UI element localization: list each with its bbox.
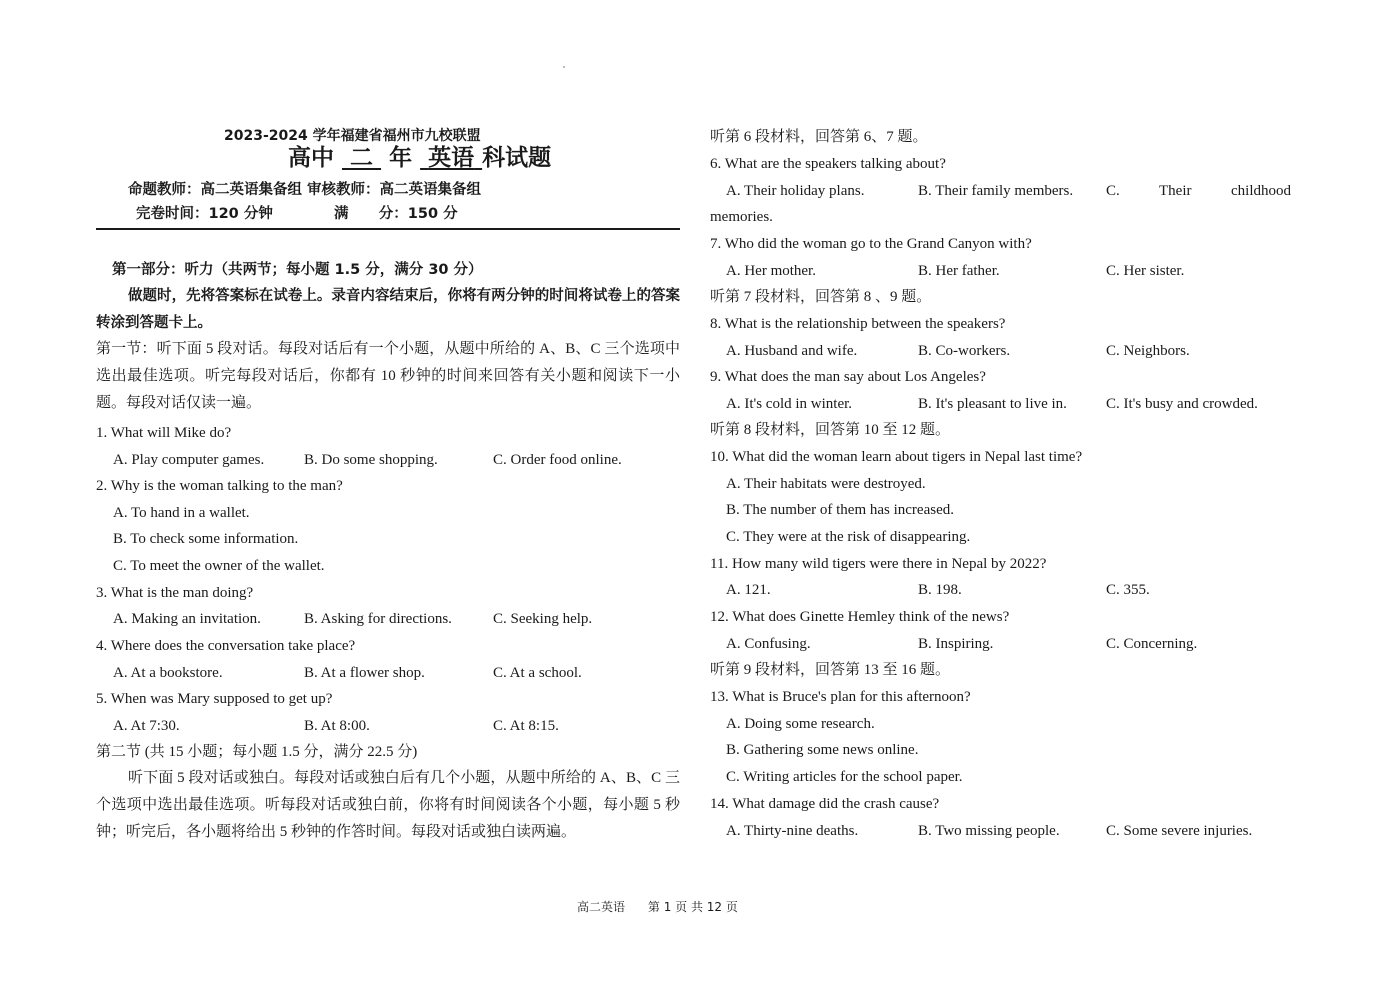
q7-option-b: B. Her father. (918, 263, 1000, 279)
q10-option-b: B. The number of them has increased. (726, 502, 954, 518)
q2-option-a: A. To hand in a wallet. (113, 505, 250, 521)
question-3: 3. What is the man doing? (96, 585, 254, 601)
question-6: 6. What are the speakers talking about? (710, 156, 946, 172)
q2-option-b: B. To check some information. (113, 531, 299, 547)
q10-option-a: A. Their habitats were destroyed. (726, 476, 926, 492)
grade-field: 二 (350, 145, 374, 171)
q8-option-b: B. Co-workers. (918, 343, 1011, 359)
material-9-heading: 听第 9 段材料，回答第 13 至 16 题。 (710, 662, 951, 678)
material-7-heading: 听第 7 段材料，回答第 8 、9 题。 (710, 289, 932, 305)
q6-option-b: B. Their family members. (918, 183, 1074, 199)
q12-option-c: C. Concerning. (1106, 636, 1198, 652)
q7-option-c: C. Her sister. (1106, 263, 1185, 279)
header-divider (96, 228, 680, 230)
q9-option-a: A. It's cold in winter. (726, 396, 853, 412)
subject-field: 英语 (428, 145, 475, 171)
q4-option-a: A. At a bookstore. (113, 665, 223, 681)
material-8-heading: 听第 8 段材料，回答第 10 至 12 题。 (710, 422, 951, 438)
question-4: 4. Where does the conversation take place? (96, 638, 356, 654)
q8-option-c: C. Neighbors. (1106, 343, 1190, 359)
part1-instruction: 做题时，先将答案标在试卷上。录音内容结束后，你将有两分钟的时间将试卷上的答案转涂到答题卡上。 (96, 288, 680, 331)
question-2: 2. Why is the woman talking to the man? (96, 478, 343, 494)
question-8: 8. What is the relationship between the speakers? (710, 316, 1006, 332)
q8-option-a: A. Husband and wife. (726, 343, 858, 359)
q10-option-c: C. They were at the risk of disappearing. (726, 529, 971, 545)
question-11: 11. How many wild tigers were there in Nepal by 2022? (710, 556, 1047, 572)
q1-option-c: C. Order food online. (493, 452, 622, 468)
q12-option-a: A. Confusing. (726, 636, 811, 652)
question-1: 1. What will Mike do? (96, 425, 232, 441)
q6-option-c-letter: C. (1106, 183, 1120, 199)
q6-option-a: A. Their holiday plans. (726, 183, 865, 199)
q6-option-c-word1: Their (1159, 183, 1192, 199)
teachers-line: 命题教师：高二英语集备组 审核教师：高二英语集备组 (128, 182, 482, 198)
q11-option-a: A. 121. (726, 582, 771, 598)
q6-option-c-word2: childhood (1231, 183, 1291, 199)
part1-heading: 第一部分：听力（共两节；每小题 1.5 分，满分 30 分） (112, 262, 483, 278)
q1-option-a: A. Play computer games. (113, 452, 265, 468)
exam-time: 完卷时间：120 分钟 (136, 206, 273, 222)
section2-instruction: 听下面 5 段对话或独白。每段对话或独白后有几个小题，从题中所给的 A、B、C 三个选项中选出最佳选项。听每段对话或独白前，你将有时间阅读各个小题，每小题 5 秒钟；听完后，各小题将给出 5 秒钟的作答时间。每段对话或独白读两遍。 (96, 770, 680, 840)
q3-option-b: B. Asking for directions. (304, 611, 452, 627)
q13-option-c: C. Writing articles for the school paper. (726, 769, 963, 785)
q5-option-c: C. At 8:15. (493, 718, 559, 734)
question-14: 14. What damage did the crash cause? (710, 796, 940, 812)
q14-option-c: C. Some severe injuries. (1106, 823, 1253, 839)
q14-option-b: B. Two missing people. (918, 823, 1060, 839)
q1-option-b: B. Do some shopping. (304, 452, 438, 468)
q4-option-b: B. At a flower shop. (304, 665, 425, 681)
question-13: 13. What is Bruce's plan for this afternoon? (710, 689, 971, 705)
q14-option-a: A. Thirty-nine deaths. (726, 823, 859, 839)
exam-main-title: 高中 二 年 英语 科试题 (288, 145, 552, 171)
q11-option-c: C. 355. (1106, 582, 1150, 598)
material-6-heading: 听第 6 段材料，回答第 6、7 题。 (710, 129, 928, 145)
q5-option-b: B. At 8:00. (304, 718, 370, 734)
question-9: 9. What does the man say about Los Angeles? (710, 369, 986, 385)
q3-option-a: A. Making an invitation. (113, 611, 261, 627)
q13-option-b: B. Gathering some news online. (726, 742, 919, 758)
q4-option-c: C. At a school. (493, 665, 582, 681)
question-12: 12. What does Ginette Hemley think of the news? (710, 609, 1010, 625)
q2-option-c: C. To meet the owner of the wallet. (113, 558, 325, 574)
question-10: 10. What did the woman learn about tigers in Nepal last time? (710, 449, 1083, 465)
full-score: 满 分：150 分 (334, 206, 458, 222)
section2-title: 第二节 (共 15 小题；每小题 1.5 分，满分 22.5 分) (96, 744, 418, 760)
q13-option-a: A. Doing some research. (726, 716, 875, 732)
question-7: 7. Who did the woman go to the Grand Canyon with? (710, 236, 1032, 252)
page-footer: 高二英语 第 1 页 共 12 页 (577, 900, 738, 914)
scan-speck (563, 66, 565, 68)
q7-option-a: A. Her mother. (726, 263, 816, 279)
q12-option-b: B. Inspiring. (918, 636, 994, 652)
q11-option-b: B. 198. (918, 582, 962, 598)
section1-instruction: 第一节：听下面 5 段对话。每段对话后有一个小题，从题中所给的 A、B、C 三个选项中选出最佳选项。听完每段对话后，你都有 10 秒钟的时间来回答有关小题和阅读下一小题。每段对话仅读一遍。 (96, 341, 680, 411)
q3-option-c: C. Seeking help. (493, 611, 593, 627)
exam-year-title: 2023-2024 学年福建省福州市九校联盟 (224, 128, 481, 144)
q5-option-a: A. At 7:30. (113, 718, 180, 734)
question-5: 5. When was Mary supposed to get up? (96, 691, 333, 707)
q9-option-c: C. It's busy and crowded. (1106, 396, 1258, 412)
q9-option-b: B. It's pleasant to live in. (918, 396, 1067, 412)
q6-option-c-word3: memories. (710, 209, 773, 225)
